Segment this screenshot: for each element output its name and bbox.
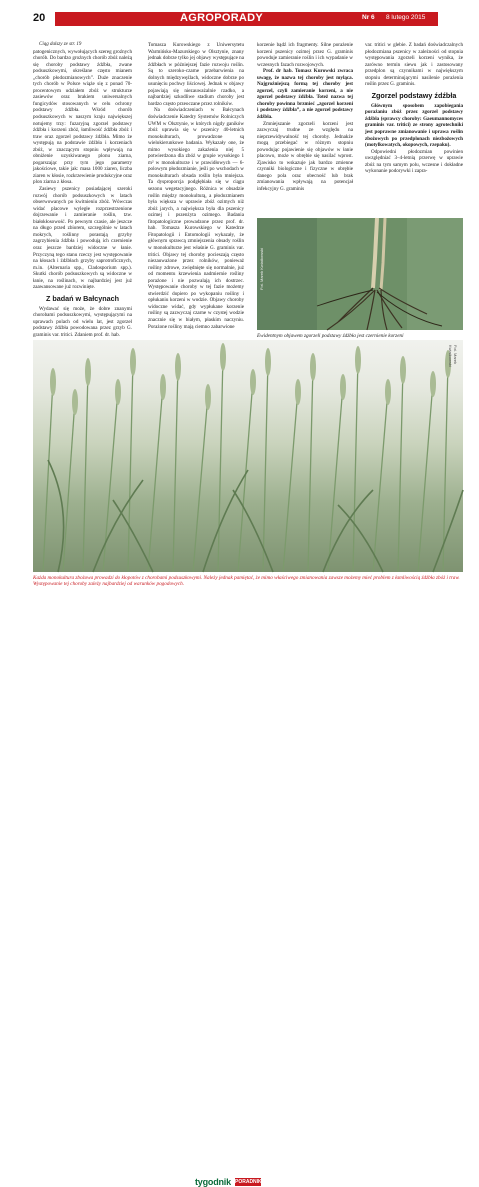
page-number: 20 <box>33 12 46 24</box>
issue-number: Nr 6 <box>362 14 375 21</box>
photo-caption: Ewidentnym objawem zgorzeli podstawy źdźbła jest czernienie korzeni <box>257 333 404 339</box>
subheading: Zgorzel podstawy źdźbła <box>371 90 457 100</box>
tygodnik-logo: tygodnik <box>195 1177 231 1187</box>
article-column-4 <box>365 42 463 175</box>
issue-date: 8 lutego 2015 <box>386 14 426 21</box>
paragraph: patogenicznych, wywołujących szereg groźnych chorób. Do bardzo groźnych chorób zbóż należą się choroby podstawy źdźbła, zwane podsuszkowymi, określane często mianem „chorób płodozmianowych”. Duże znaczenie tych chorób w Polsce wiąże się z ponad 70-procentowym udziałem zbóż w strukturze zasiewów oraz brakiem uniwersalnych fungicydów stosowanych w celu ochrony podstawy źdźbła. Wśród chorób podsuszkowych w naszym kraju największej notujemy trzy: fuzaryjną zgorzel podstawy źdźbła i korzeni zbóż, łamliwość źdźbła zbóż i traw oraz zgorzel podstawy źdźbła. Mimo że występują na podstawie źdźbła i korzeniach zbóż, w znaczącym stopniu wpływają na obniżenie uzyskiwanego plonu ziarna, pogarszając przy tym jego parametry jakościowe, takie jak: masa 1000 ziaren, liczba ziaren w kłosie, rozkrzewienie produkcyjne oraz plon ziarna z kłosa. <box>33 48 132 186</box>
paragraph: korzenie bądź ich fragmenty. Silne porażenie korzeni pszenicy ozimej przez G. graminis powoduje zamieranie roślin i ich wypadanie w wczesnych fazach rozwojowych. <box>257 42 353 68</box>
roots-photo <box>257 218 463 330</box>
section-title: AGROPORADY <box>180 12 264 24</box>
wheat-field-illustration <box>33 340 463 572</box>
photo-credit: Fot. Marek Kwiatkowski <box>259 247 264 290</box>
article-column-3 <box>257 42 353 193</box>
paragraph: Na doświadczeniach w Bałcynach doświadczenie Katedry Systemów Rolniczych UWM w Olsztynie, w których nigdy ganików zbóż uprawia się w pszenicy 40-letnich monokulturach, prowadzone są wielokierunkowe badania. Wykazały one, że mimo wysokiego zakażenia niej 5 potwierdzona dla zbóż w grupie wysokiego 1 m² w monokulturze i w prawidłowych — 6-polowym płodozmianie, jeśli po wschodach w monokulturach obsada roślin była mniejsza. Ta dysproporcja podgłębiała się w ciągu sezonu wegetacyjnego. Różnica w obsadzie roślin między monokulturą, a płodozmianem była większa w uprawie zbóż ozimych niż zbóż jarych, a największa była dla pszenicy ozimej i pszenżyta ozimego. Badania fitopatologiczne prowadzone przez prof. dr. hab. Tomasza Kurowskiego w Katedrze Fitopatologii i Entomologii wykazały, że głównym sprawcą zmniejszenia obsady roślin w monokulturze jest właśnie G. graminis var. tritici. Objawy tej choroby pocieszają często niezauważone przez rolników, ponieważ rośliny zdrowe, zwiędnięte się normalnie, już od momentu krzewienia nadmiernie rośliny porażone i nie pozwalają ich dostrzec. Występowanie choroby w tej fazie możemy stwierdzić dopiero po wykopaniu rośliny i opłukaniu korzeni w wodzie. Objawy choroby widoczne widać, gdy wypłukane korzenie rośliny są zazwyczaj czarne w czystej wodzie znacznie się w białym, płaskim naczyniu. Porażone rośliny mają ciemno zabarwione <box>148 107 244 330</box>
paragraph: Zasiewy pszenicy posiadającej szeroki rozwój chorób podsuszkowych w latach obserwowanych po kwitnieniu zbóż. Wówczas widać placowe wyległe rozprzestrzenione dojrzewanie i zamieranie roślin, tzw. białokłosowość. Po pewnym czasie, ale jeszcze na długo przed zbiorem, szczególnie w latach mokrych, roślinny porastają grzyby zagrzybienia źdźbła i powodują ich czernienie oraz jeszcze bardziej widoczne w łanie. Przyczyną tego stanu rzeczy jest występowanie na kłosach i źdźbłach grzyby saprotroficznych, m.in. (Alternaria spp., Cladosporium spp.). Skutki chorób podsuszkowych są widoczne w łanie, na roślinach, w najbardziej jest już zaawansowane już rozwinięte. <box>33 186 132 291</box>
paragraph: Wydawać się może, że dobre znanymi chorobami podsuszkowymi, występującymi na uprawach polach od wielu lat, jest zgorzel podstawy źdźbła powodowana przez grzyb G. graminis var. tritici. Zdaniem prof. dr. hab. <box>33 305 132 338</box>
paragraph: Tomasza Kurowskiego z Uniwersytetu Warmińsko-Mazurskiego w Olsztynie, znany jednak dobrze tylko jej objawy występujące na źdźbłach w późniejszej fazie rozwoju roślin. Są to szeroko-czarne przebarwienia na dolnych międzywęźlach, widoczne dobrze po usunięciu pochwy liściowej. Jednak w objawy pojawiają się niezauważalnie rzadko, a najbardziej szkodliwe stadium choroby jest bardzo często przeoczane przez rolników. <box>148 42 244 107</box>
article-column-1 <box>33 42 132 339</box>
photo-credit: Fot. Marek Kwiatkowski <box>448 345 458 367</box>
continuation-note: Ciąg dalszy ze str. 19 <box>39 42 82 47</box>
paragraph: Zmniejszanie zgorzeli korzeni jest zazwyczaj trudne ze względu na nieprzewidywalność tej choroby. Jednakże mogą przebiegać w różnym stopniu powodując pojawienie się objawów w łanie placowo, może w obrębie się nasilać wprost. Zjawisko to wskazuje jak bardzo zmienne czynniki biologiczne i fizyczne w obrębie danego pola oraz obecność lub brak zmianowania wpływają na potencjał infekcyjny G. graminis <box>257 120 353 193</box>
lead-paragraph: Głównym sposobem zapobiegania porażaniu zbóż przez zgorzel podstawy źdźbła (sprawcy choroby: Gaeumannomyces graminis var. tritici) ze strony agrotechniki jest poprawne zmianowanie i uprawa roślin zbożowych po przedplonach niezbożowych (motylkowatych, okopowych, rzepaku). <box>365 102 463 149</box>
article-column-2 <box>148 42 244 330</box>
paragraph-bold: Prof. dr hab. Tomasz Kurowski zwraca uwagę, że nazwa tej choroby jest myląca. Najgroźniejszą formą tej choroby jest zgorzel, czyli zamieranie korzeni, a nie zgorzel podstawy źdźbła. Toteż nazwa tej choroby powinna brzmieć „zgorzel korzeni i podstawy źdźbła”, a nie zgorzel podstawy źdźbła. <box>257 68 353 121</box>
page-header <box>0 0 479 28</box>
photo-caption: Każda monokultura zbożowa prowadzi do kłopotów z chorobami podsuszkowymi. Należy jednak pamiętać, że mimo właściwego zmianowania zawsze możemy mieć problem z łamliwością źdźbła zbóż i traw. Występowanie tej choroby zależy najbardziej od warunków pogodowych. <box>33 575 463 587</box>
subheading: Z badań w Bałcynach <box>45 293 120 303</box>
wheat-field-photo <box>33 340 463 572</box>
page-footer <box>0 588 479 1187</box>
paragraph: Odpowiedni płodozmian powinien uwzględniać 3–4-letnią przerwę w uprawie zbóż na tym samym polu, wczesne i dokładne wykonanie podorywki i zapra- <box>365 148 463 175</box>
roots-illustration <box>257 218 463 330</box>
paragraph: var. tritici w glebie. Z badań doświadczalnych płodozmiana pszenicy w zależności od stopnia występowania zgorzeli korzeni wynika, że zarówno termin siewu jak i zastosowany przedplon są czynnikami w największym stopniu determinującymi nasilenie porażenia roślin przez G. graminis. <box>365 42 463 88</box>
poradnik-logo: PORADNIK <box>235 1179 262 1185</box>
